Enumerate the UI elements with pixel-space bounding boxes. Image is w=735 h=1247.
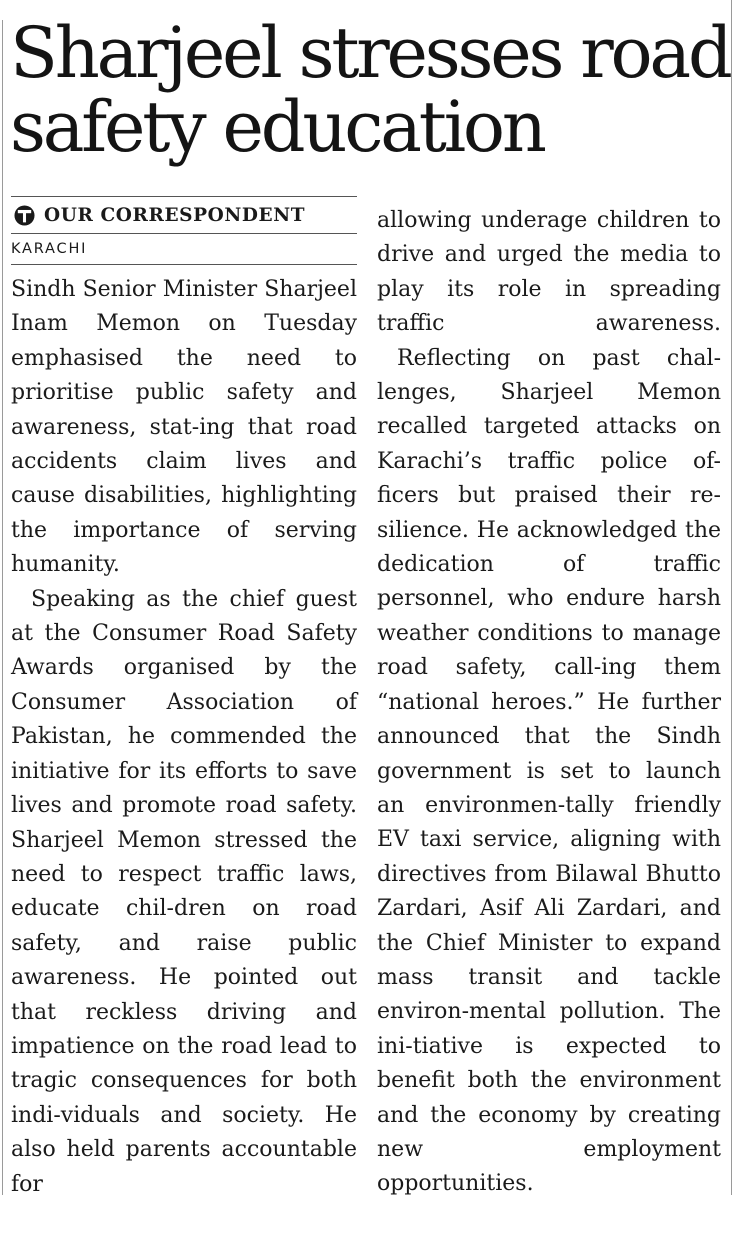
text-line: allowing underage children [377, 208, 690, 233]
text-line: traffic laws, educate chil- [11, 861, 357, 922]
text-line: Sindh Senior Minister [11, 277, 258, 302]
text-line: the dedication of traffic [377, 517, 722, 578]
text-line: of serving humanity. [11, 517, 357, 578]
text-line: guest at the Consumer Road [11, 586, 357, 647]
left-column-rule [2, 20, 3, 1195]
text-line: ing them “national heroes.” [377, 655, 721, 715]
newspaper-logo-icon [14, 205, 35, 226]
text-line: consequences for both indi- [11, 1068, 357, 1128]
byline-block [11, 196, 357, 265]
text-line: dren on road safety, and [11, 896, 358, 956]
text-line: recalled targeted attacks on [377, 414, 721, 440]
text-line: to launch an environmen- [377, 758, 721, 818]
text-line: tiative is expected to benefit [377, 1033, 721, 1094]
text-line: silience. He acknowledged [377, 517, 678, 543]
text-line: pointed out that reckless [11, 965, 357, 1025]
paragraph-2 [11, 583, 357, 1202]
text-line: to drive and urged the media [377, 208, 721, 268]
text-line: both the environment and [377, 1068, 721, 1128]
text-line: tally friendly EV taxi service, [377, 792, 721, 853]
paragraph-2-continued [377, 204, 721, 342]
text-line: He further announced that [377, 689, 721, 750]
text-line: Minister to expand mass [377, 930, 721, 990]
paragraph-1 [11, 273, 357, 583]
text-line: to manage road safety, call- [377, 620, 721, 681]
text-line: stressed the need to respect [11, 827, 357, 887]
text-line: personnel, who endure [377, 586, 646, 612]
text-line: the Consumer Association [11, 655, 358, 715]
text-line: Safety Awards organised by [11, 621, 358, 681]
text-line: highlighting the importance [11, 483, 358, 543]
text-line: Bilawal Bhutto Zardari, Asif [377, 861, 721, 922]
text-line: traffic awareness. [377, 311, 721, 337]
text-line: safety and awareness, stat- [11, 380, 358, 440]
text-line: mental pollution. The ini- [377, 999, 721, 1059]
text-line: ing that road accidents claim [11, 414, 357, 475]
author-name: OUR CORRESPONDENT [44, 204, 306, 226]
paragraph-3 [377, 342, 721, 1202]
text-line: raise public awareness. He [11, 930, 357, 991]
text-line: the economy by creating new [377, 1102, 721, 1162]
right-column [377, 204, 721, 1202]
text-line: save lives and promote road [11, 758, 357, 819]
dateline: KARACHI [11, 241, 88, 257]
text-line: ficers but praised their re- [377, 483, 721, 509]
right-edge-rule [731, 0, 732, 1195]
text-line: safety. Sharjeel Memon [11, 793, 357, 853]
text-line: held parents accountable for [11, 1137, 357, 1197]
text-line: the initiative for its efforts to [11, 724, 357, 784]
text-line: Ali Zardari, and the Chief [377, 896, 721, 956]
dateline-row [11, 234, 357, 265]
text-line: lenges, Sharjeel Memon [377, 380, 721, 406]
text-line: Reflecting on past chal- [397, 345, 721, 371]
text-line: transit and tackle environ- [377, 964, 721, 1025]
text-line: on the road lead to tragic [11, 1033, 357, 1094]
text-line: driving and impatience [11, 999, 357, 1059]
text-line: Tuesday emphasised the [11, 311, 358, 371]
text-line: Karachi’s traffic police of- [377, 448, 721, 474]
text-line: harsh weather conditions [377, 586, 721, 646]
text-line: of Pakistan, he commended [11, 689, 357, 750]
text-line: lives and cause disabilities, [11, 449, 358, 509]
text-line: aligning with directives from [377, 827, 721, 887]
text-line: employment opportunities. [377, 1136, 721, 1197]
headline: Sharjeel stresses road safety education [10, 12, 730, 168]
text-line: viduals and society. He also [11, 1102, 357, 1163]
left-column [11, 273, 357, 1202]
author-row [11, 197, 357, 234]
text-line: Speaking as the chief [31, 586, 285, 612]
text-line: Sharjeel Inam Memon on [11, 277, 357, 337]
text-line: need to prioritise public [11, 345, 357, 406]
text-line: the Sindh government is set [377, 724, 721, 784]
text-line: to play its role in spreading [377, 242, 721, 302]
